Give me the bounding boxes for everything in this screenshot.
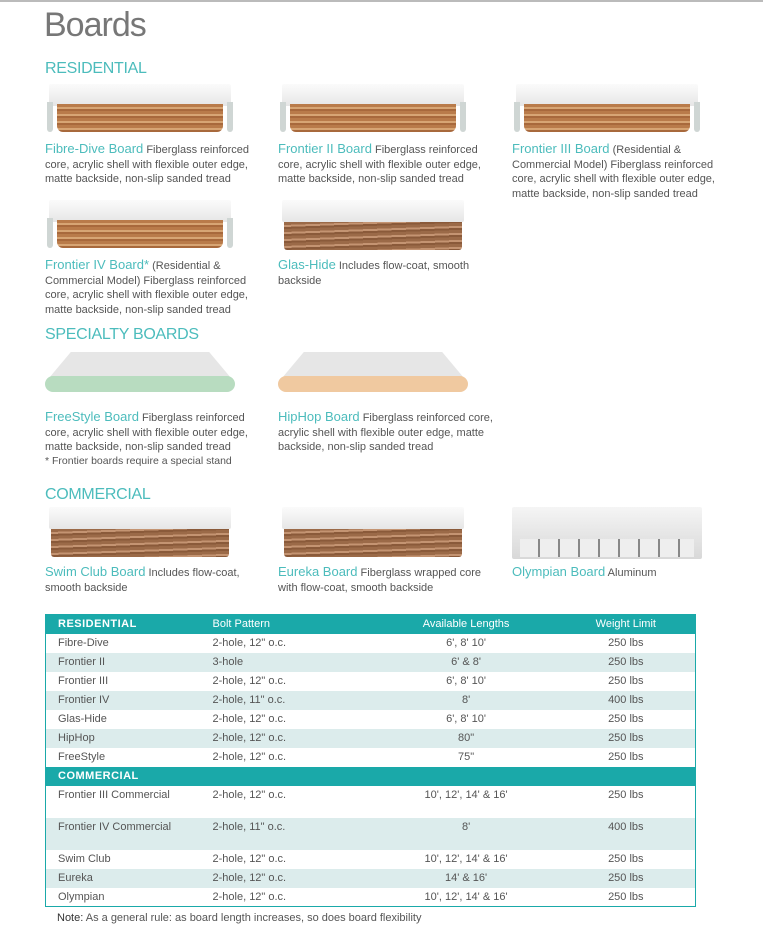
table-cell: 250 lbs <box>608 751 644 763</box>
section-commercial: COMMERCIAL <box>45 486 151 503</box>
board-card <box>45 200 270 317</box>
table-cell: 250 lbs <box>608 788 644 801</box>
table-cell: 2-hole, 12" o.c. <box>201 729 376 748</box>
board-image <box>45 352 235 404</box>
board-name: HipHop Board <box>278 409 360 424</box>
table-cell: Glas-Hide <box>58 713 107 725</box>
board-card <box>45 84 270 187</box>
column-header: Available Lengths <box>376 615 557 634</box>
board-name: Olympian Board <box>512 564 606 579</box>
board-name: Eureka Board <box>278 564 358 579</box>
table-cell: Frontier IV Commercial <box>46 818 201 850</box>
board-name: Swim Club Board <box>45 564 146 579</box>
table-cell: 2-hole, 12" o.c. <box>212 675 287 687</box>
section-residential: RESIDENTIAL <box>45 60 147 77</box>
board-description: Fiberglass reinforced core, acrylic shell with flexible outer edge, matte backside, non-slip sanded tread <box>45 144 250 185</box>
table-cell: 2-hole, 12" o.c. <box>201 869 376 888</box>
table-row <box>46 691 696 710</box>
board-card <box>278 352 503 455</box>
table-cell: 8' <box>376 818 557 850</box>
column-header: RESIDENTIAL <box>46 615 201 634</box>
table-cell: 3-hole <box>201 653 376 672</box>
table-cell: Frontier IV <box>46 691 201 710</box>
board-description: Fiberglass reinforced core, acrylic shell with flexible outer edge, matte backside, non-slip sanded tread <box>278 144 481 185</box>
table-cell: 250 lbs <box>608 890 644 903</box>
footnote: * Frontier boards require a special stand <box>45 455 232 467</box>
board-card <box>45 352 270 455</box>
board-image <box>278 507 468 559</box>
table-cell: 2-hole, 12" o.c. <box>212 751 287 763</box>
table-cell: 250 lbs <box>557 653 696 672</box>
board-image <box>512 84 702 136</box>
table-cell: 250 lbs <box>608 637 644 649</box>
table-row <box>46 818 696 850</box>
board-image <box>45 507 235 559</box>
board-image <box>278 84 468 136</box>
table-cell: 250 lbs <box>557 869 696 888</box>
board-card <box>278 507 503 595</box>
board-description: Fiberglass wrapped core with flow-coat, smooth backside <box>278 567 482 594</box>
page-title: Boards <box>44 6 146 44</box>
table-cell: 6', 8' 10' <box>446 713 487 725</box>
table-row <box>46 653 696 672</box>
table-row <box>46 850 696 869</box>
table-cell: 6', 8' 10' <box>446 675 487 687</box>
board-image <box>45 200 235 252</box>
table-cell: 2-hole, 12" o.c. <box>212 890 287 903</box>
table-cell: 250 lbs <box>608 675 644 687</box>
board-image <box>45 84 235 136</box>
table-cell: Fibre-Dive <box>58 637 109 649</box>
table-cell: Frontier III <box>58 675 109 687</box>
board-description: Fiberglass reinforced core, acrylic shell with flexible outer edge, matte backside, non-slip sanded tread <box>45 412 248 453</box>
table-cell: 2-hole, 11" o.c. <box>201 691 376 710</box>
board-name: Frontier II Board <box>278 141 372 156</box>
table-row <box>46 786 696 818</box>
table-cell: 400 lbs <box>557 818 696 850</box>
table-cell: 2-hole, 12" o.c. <box>212 713 287 725</box>
section-specialty: SPECIALTY BOARDS <box>45 326 199 343</box>
table-cell: 10', 12', 14' & 16' <box>424 853 508 865</box>
note: Note: As a general rule: as board length increases, so does board flexibility <box>57 912 422 924</box>
table-row <box>46 672 696 691</box>
table-header-row <box>46 615 696 634</box>
column-header: Bolt Pattern <box>201 615 376 634</box>
board-name: Frontier IV Board* <box>45 257 150 272</box>
board-name: Glas-Hide <box>278 257 336 272</box>
table-cell: 80" <box>376 729 557 748</box>
table-cell: 250 lbs <box>608 713 644 725</box>
table-cell: HipHop <box>46 729 201 748</box>
table-cell: 2-hole, 12" o.c. <box>212 788 287 801</box>
board-card <box>278 84 503 187</box>
board-description: (Residential & Commercial Model) Fiberglass reinforced core, acrylic shell with flexible outer edge, matte backside, non-slip sanded tread <box>512 144 715 200</box>
table-cell: 6' & 8' <box>376 653 557 672</box>
board-card <box>512 84 737 201</box>
board-description: Aluminum <box>605 567 657 579</box>
table-cell: 8' <box>376 691 557 710</box>
table-cell: 400 lbs <box>557 691 696 710</box>
table-row <box>46 710 696 729</box>
board-description: Fiberglass reinforced core, acrylic shell with flexible outer edge, matte backside, non-slip sanded tread <box>278 412 493 453</box>
board-card <box>512 507 737 581</box>
board-name: Frontier III Board <box>512 141 610 156</box>
table-cell: Frontier III Commercial <box>58 788 170 801</box>
specs-table <box>45 614 696 907</box>
table-cell: Swim Club <box>58 853 111 865</box>
board-card <box>278 200 503 288</box>
commercial-header-row: COMMERCIAL <box>46 767 696 786</box>
table-cell: 2-hole, 12" o.c. <box>212 637 287 649</box>
table-cell: 14' & 16' <box>376 869 557 888</box>
table-cell: 2-hole, 12" o.c. <box>212 853 287 865</box>
table-cell: 75" <box>457 751 475 763</box>
board-image <box>278 352 468 404</box>
table-row <box>46 634 696 653</box>
table-cell: 6', 8' 10' <box>446 637 487 649</box>
board-description: (Residential & Commercial Model) Fiberglass reinforced core, acrylic shell with flexible outer edge, matte backside, non-slip sanded tread <box>45 260 248 316</box>
board-name: Fibre-Dive Board <box>45 141 144 156</box>
table-cell: 250 lbs <box>557 729 696 748</box>
table-row <box>46 729 696 748</box>
table-cell: 2-hole, 11" o.c. <box>201 818 376 850</box>
table-cell: 10', 12', 14' & 16' <box>424 890 508 903</box>
table-row <box>46 748 696 767</box>
board-name: FreeStyle Board <box>45 409 139 424</box>
table-row <box>46 869 696 888</box>
table-cell: Eureka <box>46 869 201 888</box>
table-cell: FreeStyle <box>58 751 106 763</box>
column-header: Weight Limit <box>557 615 696 634</box>
board-description: Includes flow-coat, smooth backside <box>45 567 240 594</box>
board-description: Includes flow-coat, smooth backside <box>278 260 470 287</box>
table-cell: 250 lbs <box>608 853 644 865</box>
table-cell: Olympian <box>58 890 105 903</box>
table-row <box>46 888 696 907</box>
board-card <box>45 507 270 595</box>
board-image <box>512 507 702 559</box>
table-cell: Frontier II <box>46 653 201 672</box>
board-image <box>278 200 468 252</box>
table-cell: 10', 12', 14' & 16' <box>424 788 508 801</box>
